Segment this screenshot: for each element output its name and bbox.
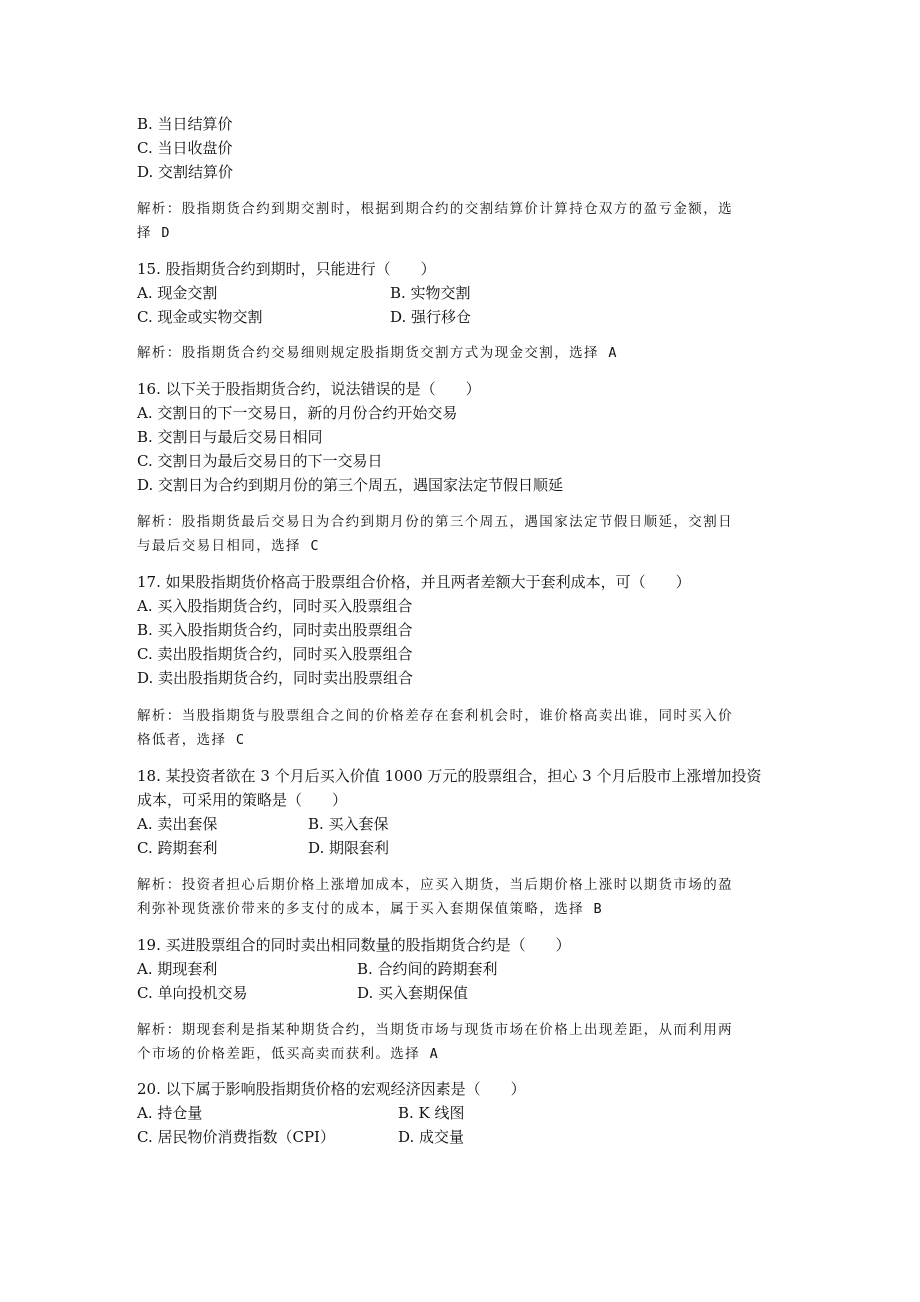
- q15-explanation: 解析：股指期货合约交易细则规定股指期货交割方式为现金交割，选择 A: [137, 345, 618, 361]
- q17-option-c: C. 卖出股指期货合约，同时买入股票组合: [137, 645, 413, 663]
- q20-option-d: D. 成交量: [398, 1128, 465, 1146]
- q20-option-c: C. 居民物价消费指数（CPI）: [137, 1128, 335, 1146]
- q14-explanation-line2: 择 D: [137, 225, 171, 241]
- q16-stem: 16. 以下关于股指期货合约，说法错误的是（ ）: [137, 380, 481, 398]
- q19-option-b: B. 合约间的跨期套利: [357, 960, 498, 978]
- q15-option-c: C. 现金或实物交割: [137, 308, 263, 326]
- q18-option-c: C. 跨期套利: [137, 839, 218, 857]
- q15-option-b: B. 实物交割: [390, 284, 471, 302]
- q15-option-d: D. 强行移仓: [390, 308, 472, 326]
- q18-stem-line2: 成本，可采用的策略是（ ）: [137, 791, 348, 809]
- q16-option-c: C. 交割日为最后交易日的下一交易日: [137, 452, 383, 470]
- q16-option-a: A. 交割日的下一交易日，新的月份合约开始交易: [137, 404, 458, 422]
- q19-explanation-line2: 个市场的价格差距，低买高卖而获利。选择 A: [137, 1046, 440, 1062]
- q19-option-c: C. 单向投机交易: [137, 984, 248, 1002]
- q20-option-a: A. 持仓量: [137, 1104, 203, 1122]
- q18-explanation-line2: 利弥补现货涨价带来的多支付的成本，属于买入套期保值策略，选择 B: [137, 901, 604, 917]
- q19-stem: 19. 买进股票组合的同时卖出相同数量的股指期货合约是（ ）: [137, 936, 571, 954]
- q16-explanation-line1: 解析：股指期货最后交易日为合约到期月份的第三个周五，遇国家法定节假日顺延，交割日: [137, 514, 733, 530]
- q16-explanation-line2: 与最后交易日相同，选择 C: [137, 538, 320, 554]
- q15-option-a: A. 现金交割: [137, 284, 218, 302]
- q20-option-b: B. K 线图: [398, 1104, 465, 1122]
- q17-stem: 17. 如果股指期货价格高于股票组合价格，并且两者差额大于套利成本，可（ ）: [137, 573, 691, 591]
- q17-explanation-line1: 解析：当股指期货与股票组合之间的价格差存在套利机会时，谁价格高卖出谁，同时买入价: [137, 708, 733, 724]
- q19-option-d: D. 买入套期保值: [357, 984, 469, 1002]
- q17-explanation-line2: 格低者，选择 C: [137, 732, 246, 748]
- q15-stem: 15. 股指期货合约到期时，只能进行（ ）: [137, 260, 436, 278]
- q16-option-b: B. 交割日与最后交易日相同: [137, 428, 323, 446]
- q17-option-b: B. 买入股指期货合约，同时卖出股票组合: [137, 621, 413, 639]
- q19-explanation-line1: 解析：期现套利是指某种期货合约，当期货市场与现货市场在价格上出现差距，从而利用两: [137, 1022, 733, 1038]
- q18-explanation-line1: 解析：投资者担心后期价格上涨增加成本，应买入期货，当后期价格上涨时以期货市场的盈: [137, 877, 733, 893]
- q18-option-d: D. 期限套利: [308, 839, 390, 857]
- q16-option-d: D. 交割日为合约到期月份的第三个周五，遇国家法定节假日顺延: [137, 476, 564, 494]
- q18-stem-line1: 18. 某投资者欲在 3 个月后买入价值 1000 万元的股票组合，担心 3 个月后股市上涨增加投资: [137, 767, 762, 785]
- q14-option-c: C. 当日收盘价: [137, 139, 233, 157]
- q17-option-d: D. 卖出股指期货合约，同时卖出股票组合: [137, 669, 414, 687]
- q18-option-b: B. 买入套保: [308, 815, 389, 833]
- q14-option-d: D. 交割结算价: [137, 163, 234, 181]
- q14-explanation-line1: 解析：股指期货合约到期交割时，根据到期合约的交割结算价计算持仓双方的盈亏金额，选: [137, 201, 733, 217]
- q20-stem: 20. 以下属于影响股指期货价格的宏观经济因素是（ ）: [137, 1080, 526, 1098]
- q19-option-a: A. 期现套利: [137, 960, 218, 978]
- q18-option-a: A. 卖出套保: [137, 815, 218, 833]
- q17-option-a: A. 买入股指期货合约，同时买入股票组合: [137, 597, 413, 615]
- q14-option-b: B. 当日结算价: [137, 115, 233, 133]
